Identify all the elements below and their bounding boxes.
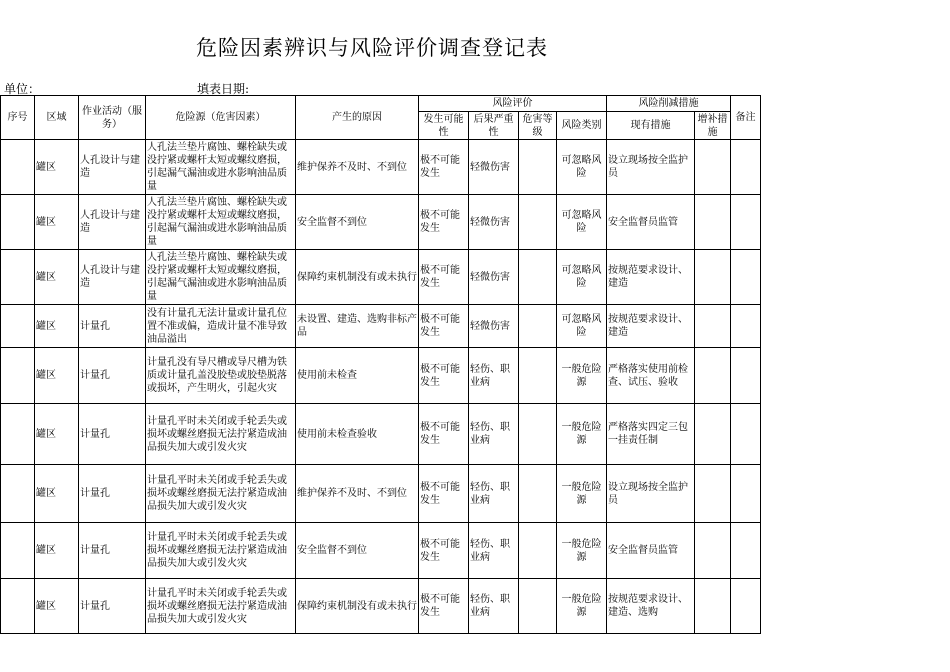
cell-additional	[695, 250, 731, 305]
cell-existing: 安全监督员监管	[607, 195, 695, 250]
cell-area: 罐区	[35, 523, 79, 579]
cell-severity: 轻微伤害	[469, 140, 519, 195]
header-hazard: 危险源（危害因素）	[146, 96, 296, 140]
cell-likelihood: 极不可能发生	[419, 465, 469, 523]
cell-activity: 人孔设计与建造	[79, 250, 146, 305]
cell-seq	[1, 348, 35, 404]
cell-additional	[695, 523, 731, 579]
cell-remarks	[731, 250, 761, 305]
cell-additional	[695, 348, 731, 404]
cell-level	[519, 579, 557, 634]
table-row	[1, 523, 761, 579]
cell-severity: 轻伤、职业病	[469, 348, 519, 404]
cell-cause: 安全监督不到位	[296, 195, 419, 250]
cell-existing: 严格落实使用前检查、试压、验收	[607, 348, 695, 404]
cell-severity: 轻伤、职业病	[469, 404, 519, 465]
cell-seq	[1, 140, 35, 195]
header-level: 危害等级	[519, 112, 557, 140]
cell-cause: 保障约束机制没有或未执行	[296, 579, 419, 634]
cell-likelihood: 极不可能发生	[419, 523, 469, 579]
cell-likelihood: 极不可能发生	[419, 195, 469, 250]
cell-level	[519, 348, 557, 404]
cell-area: 罐区	[35, 140, 79, 195]
cell-severity: 轻伤、职业病	[469, 523, 519, 579]
cell-category: 可忽略风险	[557, 195, 607, 250]
date-label: 填表日期:	[197, 82, 250, 96]
cell-category: 一般危险源	[557, 523, 607, 579]
table-row	[1, 140, 761, 195]
cell-cause: 保障约束机制没有或未执行	[296, 250, 419, 305]
cell-seq	[1, 523, 35, 579]
cell-severity: 轻微伤害	[469, 195, 519, 250]
cell-likelihood: 极不可能发生	[419, 140, 469, 195]
header-severity: 后果严重性	[469, 112, 519, 140]
cell-existing: 按规范要求设计、 建造	[607, 305, 695, 348]
cell-activity: 计量孔	[79, 305, 146, 348]
cell-level	[519, 523, 557, 579]
cell-area: 罐区	[35, 195, 79, 250]
table-row	[1, 250, 761, 305]
cell-activity: 计量孔	[79, 465, 146, 523]
cell-activity: 计量孔	[79, 404, 146, 465]
cell-category: 一般危险源	[557, 404, 607, 465]
cell-category: 可忽略风险	[557, 250, 607, 305]
table-row	[1, 348, 761, 404]
cell-seq	[1, 465, 35, 523]
risk-register-table	[0, 95, 761, 634]
cell-cause: 维护保养不及时、不到位	[296, 140, 419, 195]
cell-hazard: 人孔法兰垫片腐蚀、螺栓缺失或没拧紧或螺杆太短或螺纹磨损，引起漏气漏油或进水影响油品质量	[146, 250, 296, 305]
cell-category: 可忽略风险	[557, 140, 607, 195]
cell-additional	[695, 404, 731, 465]
cell-cause: 安全监督不到位	[296, 523, 419, 579]
cell-hazard: 计量孔平时未关闭或手轮丢失或损坏或螺丝磨损无法拧紧造成油品损失加大或引发火灾	[146, 404, 296, 465]
cell-seq	[1, 195, 35, 250]
cell-area: 罐区	[35, 579, 79, 634]
cell-activity: 计量孔	[79, 523, 146, 579]
cell-existing: 严格落实四定三包一挂责任制	[607, 404, 695, 465]
cell-remarks	[731, 523, 761, 579]
header-additional: 增补措施	[695, 112, 731, 140]
cell-hazard: 计量孔平时未关闭或手轮丢失或损坏或螺丝磨损无法拧紧造成油品损失加大或引发火灾	[146, 579, 296, 634]
cell-level	[519, 140, 557, 195]
cell-remarks	[731, 465, 761, 523]
cell-area: 罐区	[35, 305, 79, 348]
cell-additional	[695, 140, 731, 195]
header-area: 区域	[35, 96, 79, 140]
cell-area: 罐区	[35, 348, 79, 404]
cell-activity: 人孔设计与建造	[79, 140, 146, 195]
cell-existing: 设立现场按全监护员	[607, 465, 695, 523]
cell-level	[519, 195, 557, 250]
cell-likelihood: 极不可能发生	[419, 250, 469, 305]
cell-existing: 按规范要求设计、 建造、选购	[607, 579, 695, 634]
header-cause: 产生的原因	[296, 96, 419, 140]
cell-hazard: 计量孔平时未关闭或手轮丢失或损坏或螺丝磨损无法拧紧造成油品损失加大或引发火灾	[146, 465, 296, 523]
header-category: 风险类别	[557, 112, 607, 140]
cell-remarks	[731, 579, 761, 634]
cell-cause: 使用前未检查验收	[296, 404, 419, 465]
cell-severity: 轻微伤害	[469, 305, 519, 348]
cell-remarks	[731, 348, 761, 404]
cell-level	[519, 305, 557, 348]
cell-likelihood: 极不可能发生	[419, 348, 469, 404]
header-existing: 现有措施	[607, 112, 695, 140]
cell-remarks	[731, 305, 761, 348]
table-row	[1, 404, 761, 465]
cell-hazard: 人孔法兰垫片腐蚀、螺栓缺失或没拧紧或螺杆太短或螺纹磨损，引起漏气漏油或进水影响油品质量	[146, 140, 296, 195]
cell-existing: 安全监督员监管	[607, 523, 695, 579]
cell-likelihood: 极不可能发生	[419, 579, 469, 634]
cell-cause: 未设置、建造、选购非标产品	[296, 305, 419, 348]
unit-label: 单位：	[4, 82, 41, 96]
header-mitigation: 风险削减措施	[607, 96, 731, 112]
cell-additional	[695, 579, 731, 634]
cell-category: 一般危险源	[557, 579, 607, 634]
cell-level	[519, 250, 557, 305]
cell-hazard: 没有计量孔无法计量或计量孔位置不准或偏，造成计量不准导致油品溢出	[146, 305, 296, 348]
cell-category: 一般危险源	[557, 465, 607, 523]
cell-cause: 维护保养不及时、不到位	[296, 465, 419, 523]
cell-additional	[695, 195, 731, 250]
cell-severity: 轻伤、职业病	[469, 579, 519, 634]
cell-seq	[1, 404, 35, 465]
cell-hazard: 计量孔平时未关闭或手轮丢失或损坏或螺丝磨损无法拧紧造成油品损失加大或引发火灾	[146, 523, 296, 579]
table-row	[1, 465, 761, 523]
table-row	[1, 579, 761, 634]
cell-seq	[1, 250, 35, 305]
cell-seq	[1, 579, 35, 634]
cell-cause: 使用前未检查	[296, 348, 419, 404]
cell-seq	[1, 305, 35, 348]
cell-activity: 计量孔	[79, 579, 146, 634]
cell-level	[519, 465, 557, 523]
cell-hazard: 计量孔没有导尺槽或导尺槽为铁质或计量孔盖没胶垫或胶垫脱落或损坏，产生明火，引起火灾	[146, 348, 296, 404]
page-title: 危险因素辨识与风险评价调查登记表	[196, 36, 548, 60]
table-row	[1, 305, 761, 348]
table-row	[1, 195, 761, 250]
cell-area: 罐区	[35, 250, 79, 305]
cell-remarks	[731, 140, 761, 195]
header-likelihood: 发生可能性	[419, 112, 469, 140]
cell-activity: 人孔设计与建造	[79, 195, 146, 250]
header-activity: 作业活动（服务）	[79, 96, 146, 140]
cell-activity: 计量孔	[79, 348, 146, 404]
cell-area: 罐区	[35, 404, 79, 465]
cell-severity: 轻微伤害	[469, 250, 519, 305]
cell-remarks	[731, 195, 761, 250]
cell-remarks	[731, 404, 761, 465]
cell-existing: 按规范要求设计、 建造	[607, 250, 695, 305]
cell-existing: 设立现场按全监护员	[607, 140, 695, 195]
cell-additional	[695, 465, 731, 523]
cell-area: 罐区	[35, 465, 79, 523]
cell-likelihood: 极不可能发生	[419, 404, 469, 465]
header-risk-eval: 风险评价	[419, 96, 607, 112]
cell-likelihood: 极不可能发生	[419, 305, 469, 348]
cell-severity: 轻伤、职业病	[469, 465, 519, 523]
cell-category: 可忽略风险	[557, 305, 607, 348]
header-seq: 序号	[1, 96, 35, 140]
header-remarks: 备注	[731, 96, 761, 140]
cell-category: 一般危险源	[557, 348, 607, 404]
cell-additional	[695, 305, 731, 348]
cell-hazard: 人孔法兰垫片腐蚀、螺栓缺失或没拧紧或螺杆太短或螺纹磨损，引起漏气漏油或进水影响油品质量	[146, 195, 296, 250]
cell-level	[519, 404, 557, 465]
